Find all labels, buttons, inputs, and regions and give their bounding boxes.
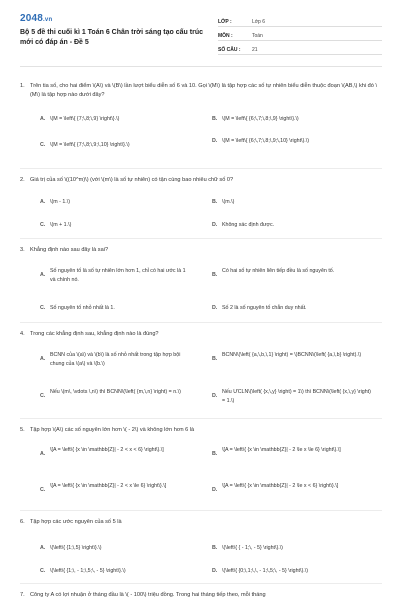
option-a[interactable] [40, 115, 190, 124]
option-text: Nếu ƯCLN\(\left( {x,\,y} \right) = 1\) thì BCNN\(\left( {x,\,y} \right) = 1.\) [222, 389, 371, 404]
question-text: Giá trị của số \((10^m)\) (với \(m\) là số tự nhiên) có tận cùng bao nhiêu chữ số 0? [30, 177, 234, 183]
option-b[interactable] [212, 115, 382, 124]
option-c[interactable] [40, 221, 190, 230]
question-3 [20, 246, 382, 255]
option-c[interactable] [40, 482, 190, 491]
option-label: A. [40, 545, 46, 551]
option-label: C. [40, 142, 46, 148]
option-label: D. [212, 487, 218, 493]
option-a[interactable] [40, 351, 190, 369]
option-text: \(M = \left\{ {7;\,8;\,9;\,10} \right\}.\) [50, 142, 130, 148]
option-label: C. [40, 487, 46, 493]
logo-text: 2048 [20, 13, 44, 24]
option-d[interactable] [212, 482, 372, 491]
question-divider [20, 238, 382, 239]
question-text: Trên tia số, cho hai điểm \(A\) và \(B\) lần lượt biểu diễn số 6 và 10. Gọi \(M\) là tập hợp các số tự nhiên biểu diễn thuộc đoạn \(AB,\) khi đó \(M\) là tập hợp nào dưới đây? [30, 83, 377, 98]
question-1 [20, 82, 382, 100]
class-label: LỚP : [218, 19, 232, 25]
option-label: C. [40, 568, 46, 574]
document-title: Bộ 5 đề thi cuối kì 1 Toán 6 Chân trời sáng tạo cấu trúc mới có đáp án - Đề 5 [20, 29, 203, 46]
question-text: Tập hợp các ước nguyên của số 5 là [30, 519, 122, 525]
header-divider [20, 66, 382, 67]
option-d[interactable] [212, 137, 362, 146]
option-d[interactable] [212, 221, 362, 230]
option-label: B. [212, 116, 218, 122]
option-text: Số nguyên tố là số tự nhiên lớn hơn 1, chỉ có hai ước là 1 và chính nó. [50, 268, 186, 283]
option-c[interactable] [40, 388, 190, 397]
option-text: \(\left\{ { - 1;\, - 5} \right\}.\) [222, 545, 283, 551]
question-5 [20, 426, 382, 435]
option-label: D. [212, 138, 218, 144]
option-text: Số 2 là số nguyên tố chẵn duy nhất. [222, 305, 307, 311]
option-a[interactable] [40, 198, 190, 207]
question-divider [20, 322, 382, 323]
question-number: 1. [20, 83, 25, 89]
option-label: D. [212, 305, 218, 311]
option-c[interactable] [40, 567, 205, 576]
option-label: C. [40, 305, 46, 311]
option-b[interactable] [212, 544, 377, 553]
option-label: C. [40, 222, 46, 228]
question-divider [20, 418, 382, 419]
count-value: 21 [252, 47, 258, 53]
meta-subject-row [218, 27, 382, 41]
option-b[interactable] [212, 198, 362, 207]
option-label: A. [40, 451, 46, 457]
question-number: 7. [20, 592, 25, 598]
question-text: Công ty A có lợi nhuận ở tháng đầu là \( - 100\) triệu đồng. Trong hai tháng tiếp theo, mỗi tháng [30, 592, 266, 598]
option-label: B. [212, 545, 218, 551]
option-label: A. [40, 116, 46, 122]
question-text: Khẳng định nào sau đây là sai? [30, 247, 109, 253]
question-7 [20, 591, 382, 600]
question-number: 3. [20, 247, 25, 253]
option-label: D. [212, 568, 218, 574]
question-6 [20, 518, 382, 527]
subject-label: MÔN : [218, 33, 233, 39]
question-divider [20, 510, 382, 511]
option-d[interactable] [212, 567, 382, 576]
option-d[interactable] [212, 304, 362, 313]
option-text: \[A = \left\{ {x \in \mathbb{Z}| - 2 \le x \le 6} \right\}.\] [222, 447, 341, 453]
question-2 [20, 176, 382, 185]
option-a[interactable] [40, 446, 190, 455]
site-logo[interactable] [20, 13, 52, 24]
option-text: \(\left\{ {1;\, - 1;\,5;\, - 5} \right\}.\) [50, 568, 126, 574]
option-b[interactable] [212, 446, 372, 455]
option-text: \[A = \left\{ {x \in \mathbb{Z}| - 2 \le x < 6} \right\}.\] [222, 483, 339, 489]
option-label: D. [212, 222, 218, 228]
option-text: \[A = \left\{ {x \in \mathbb{Z}| - 2 < x < 6} \right\}.\] [50, 447, 164, 453]
option-text: Không xác định được. [222, 222, 275, 228]
meta-count-row [218, 41, 382, 55]
option-text: \(m - 1.\) [50, 199, 71, 205]
document-header [0, 0, 400, 58]
option-b[interactable] [212, 267, 362, 276]
option-c[interactable] [40, 141, 200, 150]
option-a[interactable] [40, 267, 190, 285]
meta-info [218, 13, 382, 55]
meta-class-row [218, 13, 382, 27]
question-4 [20, 330, 382, 339]
subject-value: Toán [252, 33, 263, 39]
option-text: \[A = \left\{ {x \in \mathbb{Z}| - 2 < x \le 6} \right\}.\] [50, 483, 167, 489]
option-text: \(m + 1.\) [50, 222, 72, 228]
option-text: Số nguyên tố nhỏ nhất là 1. [50, 305, 115, 311]
option-text: BCNN của \(a\) và \(b\) là số nhỏ nhất trong tập hợp bội chung của \(a\) và \(b.\) [50, 352, 181, 367]
option-text: \(\left\{ {0;\,1;\,\, - 1;\,5;\, - 5} \right\}.\) [222, 568, 308, 574]
question-divider [20, 168, 382, 169]
option-a[interactable] [40, 544, 200, 553]
option-label: C. [40, 393, 46, 399]
question-number: 2. [20, 177, 25, 183]
question-number: 4. [20, 331, 25, 337]
option-b[interactable] [212, 351, 372, 360]
option-d[interactable] [212, 388, 372, 406]
option-label: A. [40, 356, 46, 362]
option-label: A. [40, 199, 46, 205]
option-label: B. [212, 356, 218, 362]
question-number: 5. [20, 427, 25, 433]
option-text: \(M = \left\{ {6;\,7;\,8;\,9} \right\}.\) [222, 116, 299, 122]
option-text: \(m.\) [222, 199, 235, 205]
question-number: 6. [20, 519, 25, 525]
option-text: BCNN\(\left( {a,\,b,\,1} \right) = \)BCNN\(\left( {a,\,b} \right).\) [222, 352, 362, 358]
option-label: D. [212, 393, 218, 399]
question-text: Tập hợp \(A\) các số nguyên lớn hơn \( - 2\) và không lớn hơn 6 là [30, 427, 195, 433]
question-text: Trong các khẳng định sau, khẳng định nào là đúng? [30, 331, 159, 337]
option-label: A. [40, 272, 46, 278]
option-label: B. [212, 451, 218, 457]
option-label: B. [212, 199, 218, 205]
option-c[interactable] [40, 304, 190, 313]
logo-suffix: .vn [43, 17, 53, 23]
option-text: \(\left\{ {1;\,5} \right\}.\) [50, 545, 102, 551]
class-value: Lớp 6 [252, 19, 266, 25]
option-text: \(M = \left\{ {6;\,7;\,8;\,9;\,10} \right\}.\) [222, 138, 310, 144]
option-label: B. [212, 272, 218, 278]
option-text: Có hai số tự nhiên liên tiếp đều là số nguyên tố. [222, 268, 335, 274]
question-divider [20, 583, 382, 584]
option-text: Nếu \(m\, \vdots \,n\) thì BCNN\(\left( {m,\,n} \right) = n.\) [50, 389, 181, 395]
count-label: SỐ CÂU : [218, 47, 241, 53]
option-text: \(M = \left\{ {7;\,8;\,9} \right\}.\) [50, 116, 120, 122]
